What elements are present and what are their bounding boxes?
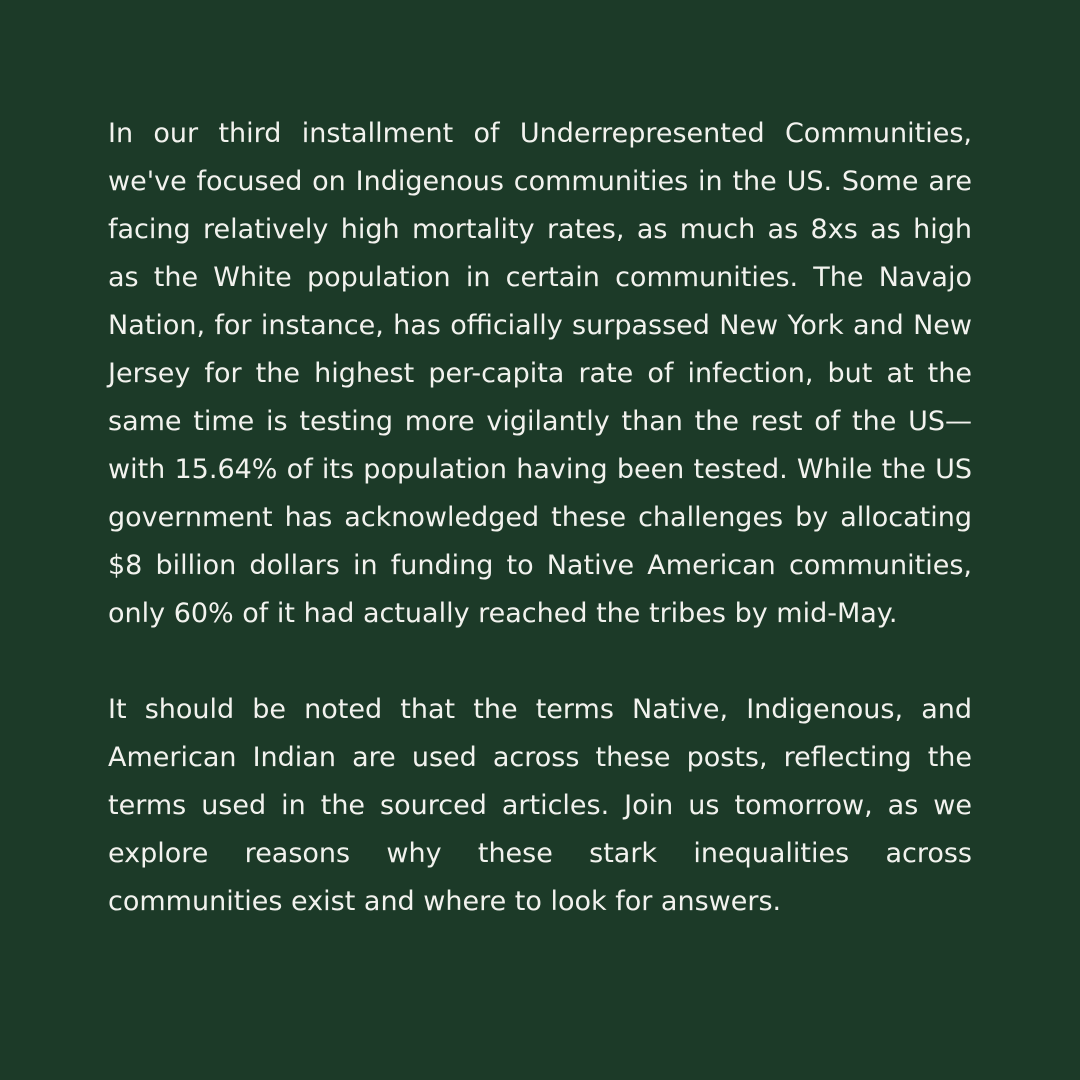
body-paragraph-2: It should be noted that the terms Native, Indigenous, and American Indian are used across these posts, reflecting the terms used in the sourced articles. Join us tomorrow, as we explore reasons why these stark inequalities across communities exist and where to look for answers. (108, 694, 972, 917)
body-paragraph-1: In our third installment of Underrepresented Communities, we've focused on Indigenous communities in the US. Some are facing relatively high mortality rates, as much as 8xs as high as the White population in certain communities. The Navajo Nation, for instance, has officially surpassed New York and New Jersey for the highest per-capita rate of infection, but at the same time is testing more vigilantly than the rest of the US—with 15.64% of its population having been tested. While the US government has acknowledged these challenges by allocating $8 billion dollars in funding to Native American communities, only 60% of it had actually reached the tribes by mid-May. (108, 118, 972, 629)
